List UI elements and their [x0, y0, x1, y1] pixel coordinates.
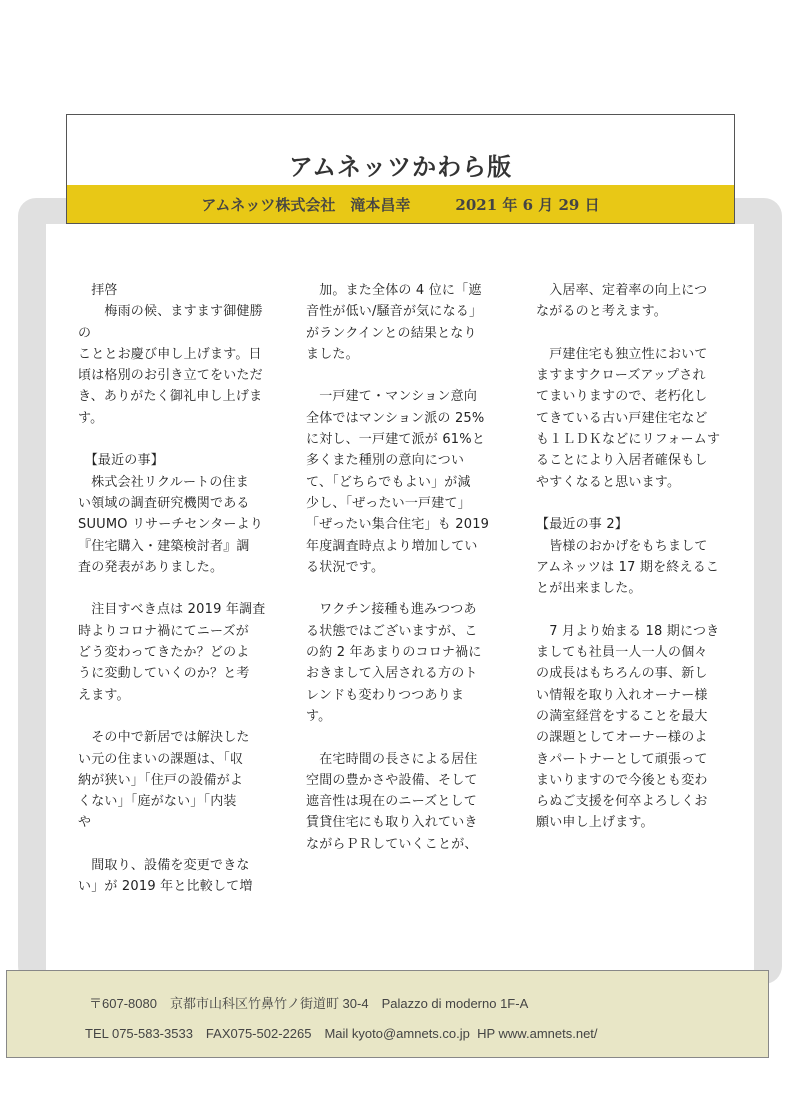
newsletter-title: アムネッツかわら版 [288, 152, 513, 181]
paragraph: 【最近の事】 株式会社リクルートの住ま い領域の調査研究機関である SUUMO リサーチセンターより 『住宅購入・建築検討者』調 査の発表がありました。 [78, 453, 264, 575]
paragraph: 注目すべき点は 2019 年調査 時よりコロナ禍にてニーズが どう変わってきたか？どのよ うに変動していくのか？と考 えます。 [78, 602, 266, 703]
paragraph: 7 月より始まる 18 期につき ましても社員一人一人の個々 の成長はもちろんの事、新し い情報を取り入れオーナー様 の満室経営をすることを最大 の課題としてオーナー様のよ きパートナーとして頑張って まいりますので今後とも変わ らぬご支援を何卒よろしくお 願い申し上げます。 [536, 623, 720, 831]
paragraph: ワクチン接種も進みつつあ る状態ではございますが、こ の約 2 年あまりのコロナ禍に おきまして入居される方のト レンドも変わりつつありま す。 [306, 602, 482, 724]
paragraph: 戸建住宅も独立性において ますますクローズアップされ てまいりますので、老朽化し てきている古い戸建住宅など も１ＬＤＫなどにリフォームす ることにより入居者確保もし やすくなると思います。 [536, 346, 721, 490]
contact-footer [6, 970, 769, 1058]
article-column-1 [78, 280, 268, 919]
article-column-3 [536, 280, 736, 855]
footer-contact: TEL 075-583-3533 FAX075-502-2265 Mail kyoto@amnets.co.jp HP www.amnets.net/ [85, 1026, 598, 1041]
paragraph: 間取り、設備を変更できな い」が 2019 年と比較して増 [78, 858, 253, 895]
footer-address: 〒607-8080 京都市山科区竹鼻竹ノ街道町 30-4 Palazzo di moderno 1F-A [89, 996, 529, 1011]
author-name: 滝本昌幸 [350, 195, 411, 214]
paragraph: 入居率、定着率の向上につ ながるのと考えます。 [536, 283, 708, 320]
paragraph: 加。また全体の 4 位に「遮 音性が低い/騒音が気になる」 がランクインとの結果となり ました。 [306, 283, 483, 362]
paragraph: その中で新居では解決した い元の住まいの課題は、「収 納が狭い」「住戸の設備がよ くない」「庭がない」「内装 や [78, 730, 250, 831]
byline-bar [67, 185, 734, 223]
article-column-2 [306, 280, 490, 876]
company-name: アムネッツ株式会社 [201, 195, 336, 214]
paragraph: 拝啓 梅雨の候、ますます御健勝の こととお慶び申し上げます。日 頃は格別のお引き立てをいただ き、ありがたく御礼申し上げま す。 [78, 283, 263, 426]
paragraph: 在宅時間の長さによる居住 空間の豊かさや設備、そして 遮音性は現在のニーズとして 賃貸住宅にも取り入れていき ながらＰＲしていくことが、 [306, 751, 478, 852]
issue-date: 2021 年 6 月 29 日 [455, 195, 600, 214]
paragraph: 一戸建て・マンション意向 全体ではマンション派の 25% に対し、一戸建て派が 61%と 多くまた種別の意向につい て、「どちらでもよい」が減 少し、「ぜったい一戸建て」 「ぜったい集合住宅」も 2019 年度調査時点より増加してい る状況です。 [306, 389, 490, 575]
paragraph: 【最近の事 2】 皆様のおかげをもちまして アムネッツは 17 期を終えるこ とが出来ました。 [536, 517, 720, 597]
newsletter-header [66, 114, 735, 224]
